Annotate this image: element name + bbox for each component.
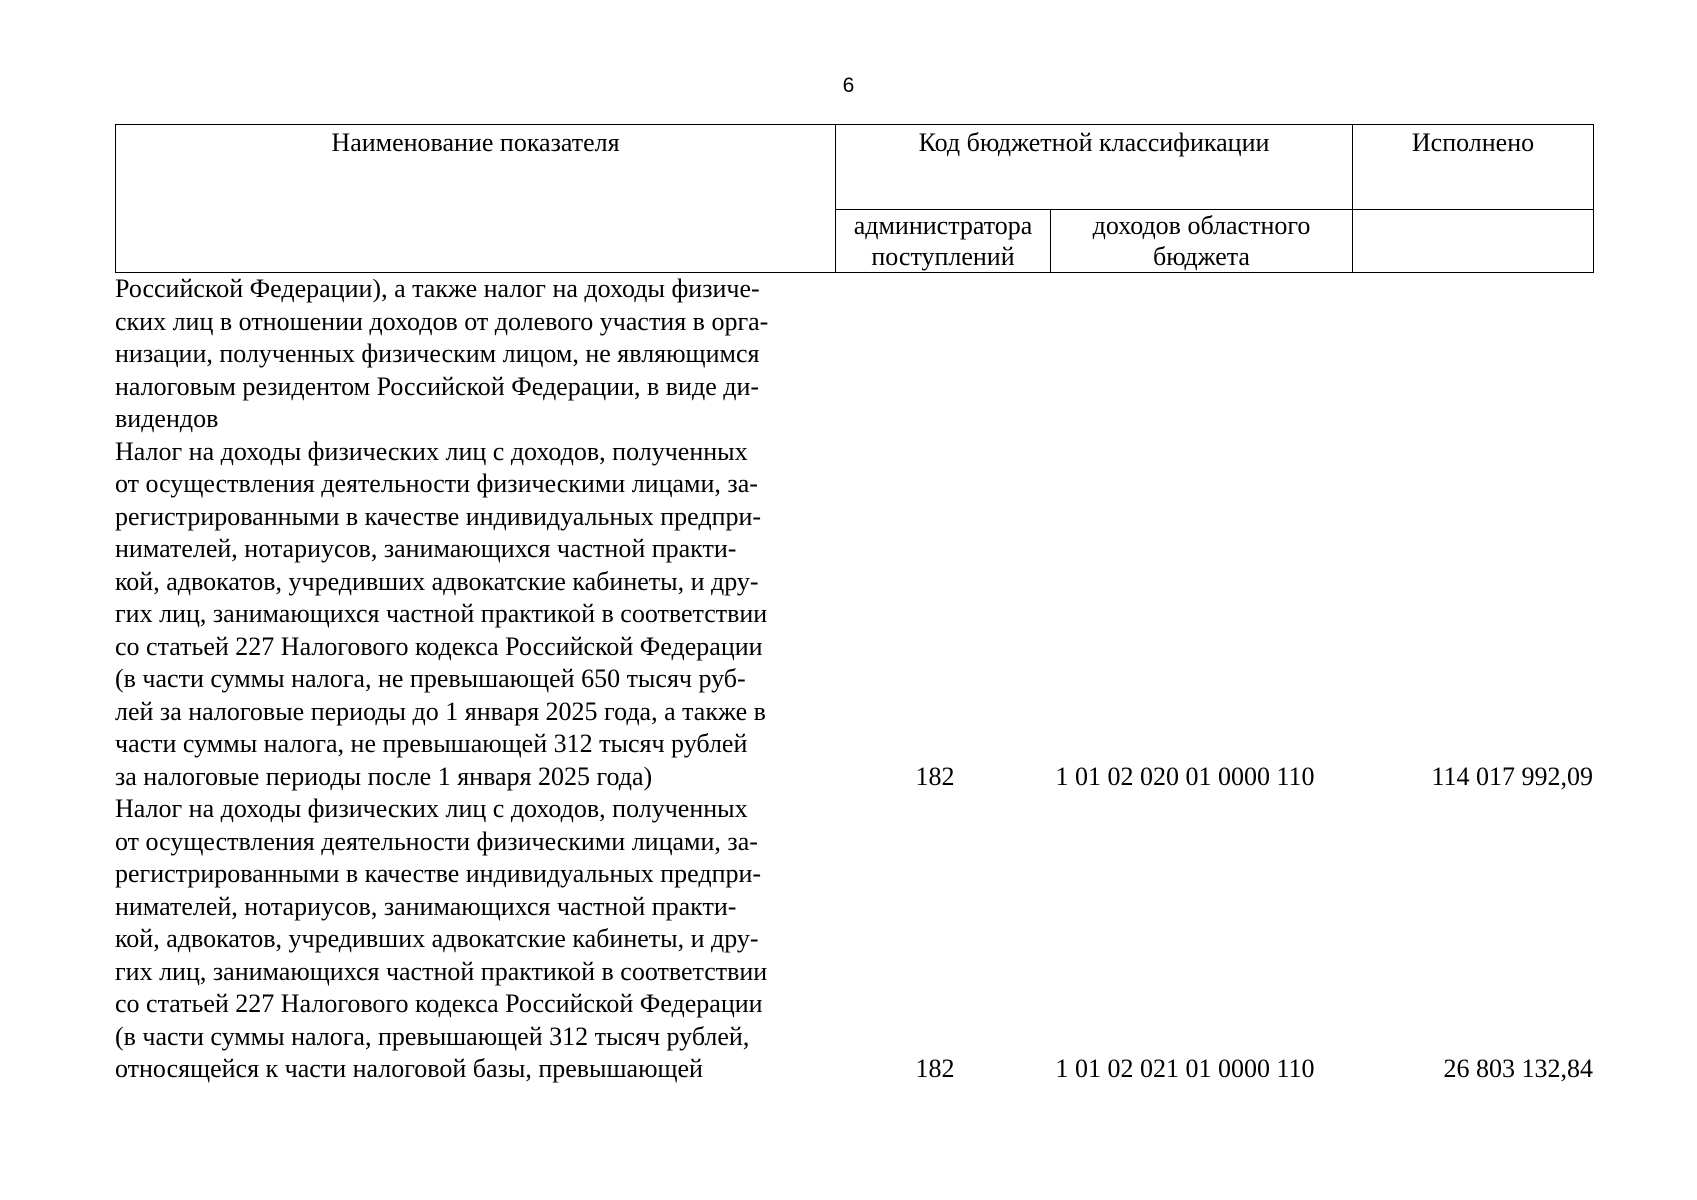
budget-table (115, 124, 1593, 1086)
indicator-name-line: кой, адвокатов, учредивших адвокатские кабинеты, и дру- (115, 566, 759, 596)
header-regional-income-line2: бюджета (1153, 242, 1250, 271)
indicator-name-line: Российской Федерации), а также налог на доходы физиче- (115, 274, 760, 303)
indicator-name-line: кой, адвокатов, учредивших адвокатские кабинеты, и дру- (115, 924, 759, 953)
indicator-name-line: нимателей, нотариусов, занимающихся частной практи- (115, 891, 737, 921)
header-regional-income-line1: доходов областного (1092, 211, 1311, 240)
indicator-name-line: относящейся к части налоговой базы, превышающей (115, 1054, 703, 1083)
header-executed-sub (1353, 210, 1594, 273)
indicator-name-line: со статьей 227 Налогового кодекса Российской Федерации (115, 989, 763, 1018)
indicator-name-line: налоговым резидентом Российской Федерации, в виде ди- (115, 371, 760, 401)
indicator-name-line: со статьей 227 Налогового кодекса Российской Федерации (115, 631, 763, 661)
indicator-name-cell (115, 793, 830, 1086)
indicator-name-line: гих лиц, занимающихся частной практикой в соответствии (115, 599, 768, 628)
header-administrator-line2: поступлений (871, 242, 1015, 271)
indicator-name-line: низации, полученных физическим лицом, не являющимся (115, 339, 760, 368)
table-row (115, 793, 1593, 1086)
indicator-name-cell (115, 273, 830, 436)
header-budget-code: Код бюджетной классификации (836, 125, 1353, 210)
table-row (115, 436, 1593, 794)
indicator-name-line: за налоговые периоды после 1 января 2025 года) (115, 761, 653, 791)
administrator-code-cell: 182 (915, 1054, 955, 1083)
indicator-name-line: регистрированными в качестве индивидуальных предпри- (115, 859, 762, 888)
header-executed: Исполнено (1353, 125, 1594, 210)
indicator-name-line: лей за налоговые периоды до 1 января 2025 года, а также в (115, 696, 766, 726)
budget-classification-code-cell: 1 01 02 020 01 0000 110 (1055, 761, 1315, 791)
indicator-name-line: нимателей, нотариусов, занимающихся частной практи- (115, 534, 737, 563)
indicator-name-line: от осуществления деятельности физическими лицами, за- (115, 469, 758, 498)
indicator-name-cell (115, 436, 830, 794)
budget-classification-code-cell: 1 01 02 021 01 0000 110 (1055, 1054, 1315, 1083)
header-administrator (836, 210, 1051, 273)
indicator-name-line: части суммы налога, не превышающей 312 тысяч рублей (115, 729, 748, 758)
table-header (115, 124, 1594, 273)
indicator-name-line: видендов (115, 404, 219, 433)
indicator-name-line: Налог на доходы физических лиц с доходов, полученных (115, 794, 748, 823)
indicator-name-line: Налог на доходы физических лиц с доходов, полученных (115, 436, 748, 466)
indicator-name-line: (в части суммы налога, не превышающей 650 тысяч руб- (115, 664, 746, 693)
executed-amount-cell: 114 017 992,09 (1431, 761, 1593, 791)
header-administrator-line1: администратора (853, 211, 1033, 240)
header-indicator-name: Наименование показателя (116, 125, 836, 273)
indicator-name-line: (в части суммы налога, превышающей 312 тысяч рублей, (115, 1021, 750, 1051)
indicator-name-line: регистрированными в качестве индивидуальных предпри- (115, 501, 762, 531)
executed-amount-cell: 26 803 132,84 (1443, 1054, 1593, 1083)
indicator-name-line: гих лиц, занимающихся частной практикой в соответствии (115, 956, 768, 986)
indicator-name-line: ских лиц в отношении доходов от долевого участия в орга- (115, 306, 769, 336)
page-number: 6 (842, 74, 855, 97)
header-regional-income (1051, 210, 1353, 273)
administrator-code-cell: 182 (915, 761, 955, 791)
indicator-name-line: от осуществления деятельности физическими лицами, за- (115, 826, 758, 856)
table-body (115, 273, 1593, 1086)
table-row (115, 273, 1593, 436)
